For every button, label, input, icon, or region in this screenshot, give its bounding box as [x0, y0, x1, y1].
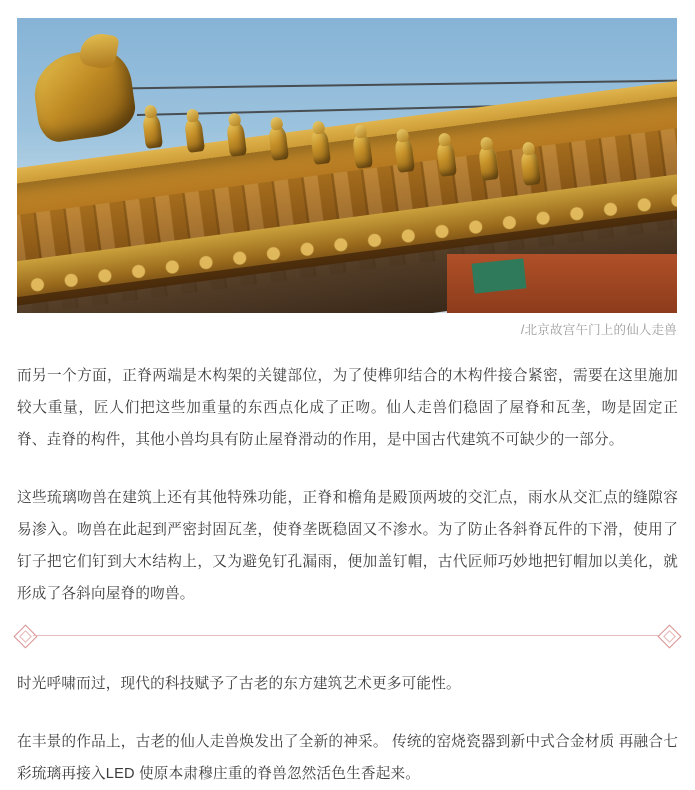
diamond-ornament-icon	[13, 624, 37, 648]
diamond-ornament-icon	[657, 624, 681, 648]
paragraph: 这些琉璃吻兽在建筑上还有其他特殊功能，正脊和檐角是殿顶两坡的交汇点，雨水从交汇点的缝隙容易渗入。吻兽在此起到严密封固瓦垄，使脊垄既稳固又不渗水。为了防止各斜脊瓦件的下滑，使用了钉子把它们钉到大木结构上，又为避免钉孔漏雨，便加盖钉帽，古代匠师巧妙地把钉帽加以美化，就形成了各斜向屋脊的吻兽。	[17, 490, 678, 602]
ridge-beast	[310, 129, 331, 165]
section-divider	[17, 624, 678, 646]
ridge-beast-immortal-rider	[520, 150, 541, 186]
paragraph: 在丰景的作品上，古老的仙人走兽焕发出了全新的神采。 传统的窑烧瓷器到新中式合金材质 再融合七彩琉璃再接入LED 使原本肃穆庄重的脊兽忽然活色生香起来。	[17, 734, 678, 782]
ridge-beast	[394, 137, 415, 173]
ridge-beast-row	[17, 18, 677, 313]
paragraph: 时光呼啸而过，现代的科技赋予了古老的东方建筑艺术更多可能性。	[17, 676, 461, 692]
roof-beasts-photo	[17, 18, 677, 313]
ridge-beast	[226, 121, 247, 157]
ridge-beast	[268, 125, 289, 161]
ridge-beast	[142, 113, 163, 149]
divider-line	[33, 635, 662, 636]
article-page	[0, 18, 695, 782]
ridge-beast	[352, 133, 373, 169]
ridge-beast	[184, 117, 205, 153]
figure-caption: /北京故宫午门上的仙人走兽	[520, 323, 677, 337]
article-figure	[17, 18, 677, 338]
ridge-beast	[436, 141, 457, 177]
ridge-beast	[478, 145, 499, 181]
paragraph: 而另一个方面，正脊两端是木构架的关键部位，为了使榫卯结合的木构件接合紧密，需要在这里施加较大重量，匠人们把这些加重量的东西点化成了正吻。仙人走兽们稳固了屋脊和瓦垄，吻是固定正脊、垚脊的构件，其他小兽均具有防止屋脊滑动的作用，是中国古代建筑不可缺少的一部分。	[17, 368, 678, 448]
article-body-top	[17, 360, 678, 610]
article-body-bottom	[17, 668, 678, 790]
